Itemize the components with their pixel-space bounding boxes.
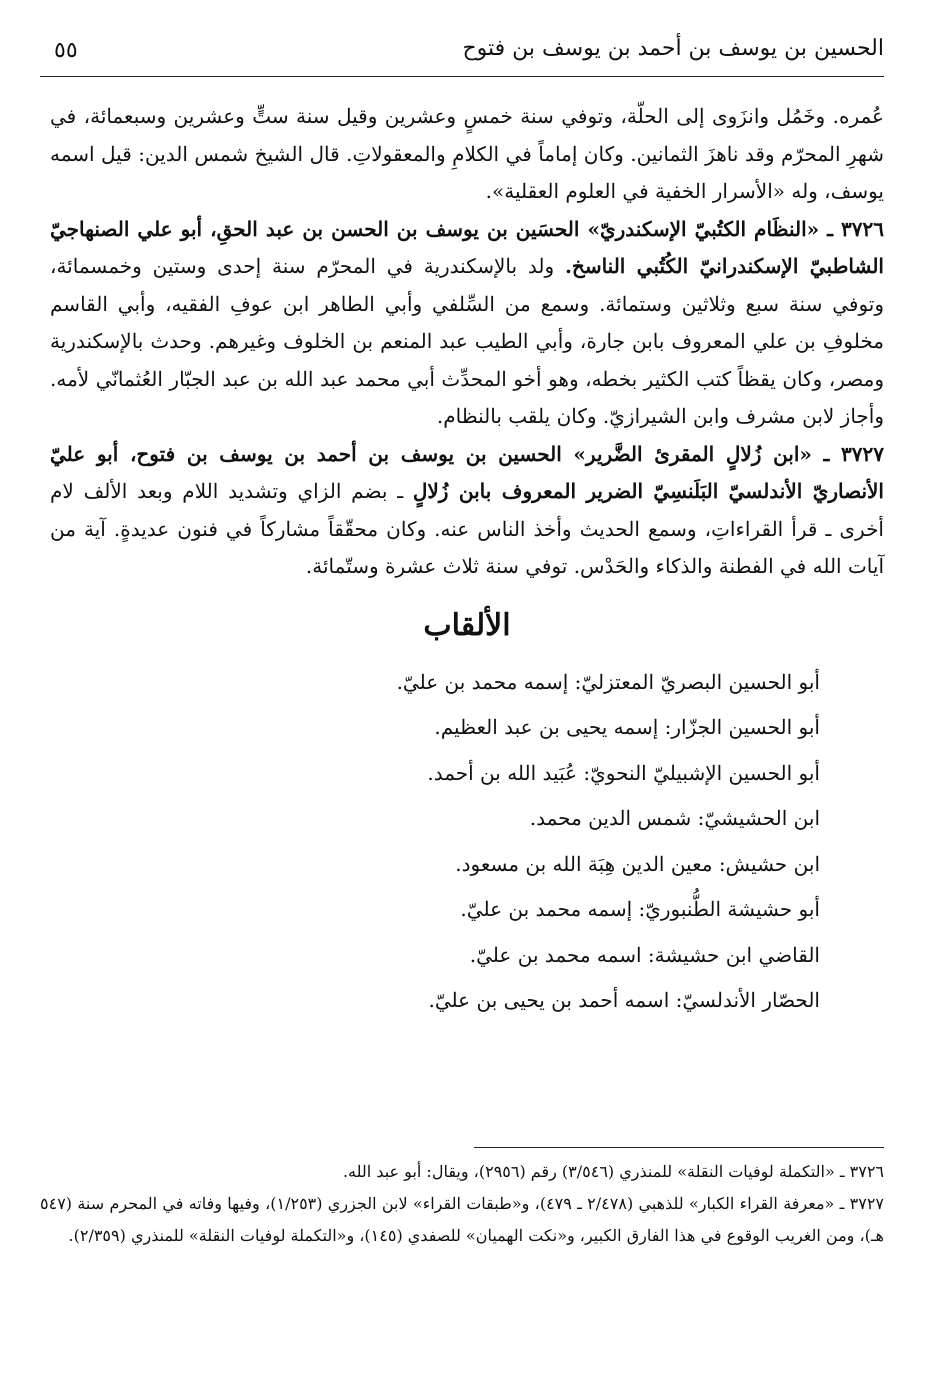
footnote-3726: ٣٧٢٦ ـ «التكملة لوفيات النقلة» للمنذري (٣/٥٤٦) رقم (٢٩٥٦)، ويقال: أبو عبد الله. [342,1162,884,1181]
footnotes [40,1156,884,1252]
running-title: الحسين بن يوسف بن أحمد بن يوسف بن فتوح [462,36,884,61]
page-number: ٥٥ [54,38,78,63]
page-header [40,32,884,77]
list-item: ابن حشيش: معين الدين هِبَة الله بن مسعود. [455,851,820,876]
list-item: أبو الحسين الإشبيليّ النحويّ: عُبَيد الله بن أحمد. [427,760,820,785]
entry-3726 [50,211,884,436]
list-item: أبو الحسين الجزّار: إسمه يحيى بن عبد العظيم. [434,715,820,739]
entry-3727-heading: ٣٧٢٧ ـ «ابن زُلالٍ المقرئ الضَّرير» الحسين بن يوسف بن أحمد بن يوسف بن فتوح، أبو عليّ الأنصاريّ الأندلسيّ البَلَنسِيّ الضرير المعروف بابن زُلالٍ [50,441,884,503]
entry-3726-text: ولد بالإسكندرية في المحرّم سنة إحدى وستين وخمسمائة، وتوفي سنة سبع وثلاثين وستمائة. وسمع من السِّلفي وأبي الطاهر ابن عوفِ الفقيه، وأبي القاسم مخلوفِ بن علي المعروف بابن جارة، وأبي الطيب عبد المنعم بن الخلوف وغيرهم. وحدث بالإسكندرية ومصر، وكان يقظاً كتب الكثير بخطه، وهو أخو المحدِّث أبي محمد عبد الله بن عبد الجبّار العُثمانّي لأمه. وأجاز لابن مشرف وابن الشيرازيّ. وكان يلقب بالنظام. [50,254,884,428]
list-item: أبو الحسين البصريّ المعتزليّ: إسمه محمد بن عليّ. [396,669,820,694]
main-text [50,98,884,1024]
footnote-divider [474,1147,884,1148]
section-title: الألقاب [423,607,511,643]
list-item: أبو حشيشة الطُّنبوريّ: إسمه محمد بن عليّ. [460,897,820,921]
paragraph-continuation: عُمره. وخَمُل وانزَوى إلى الحلّة، وتوفي سنة خمسٍ وعشرين وقيل سنة ستٍّ وعشرين وسبعمائة، في شهرِ المحرّم وقد ناهزَ الثمانين. وكان إماماً في الكلامِ والمعقولاتِ. قال الشيخ شمس الدين: قيل اسمه يوسف، وله «الأسرار الخفية في العلوم العقلية». [50,104,884,203]
list-item: ابن الحشيشيّ: شمس الدين محمد. [529,806,820,830]
entry-3726-heading: ٣٧٢٦ ـ «النظَام الكتُبيّ الإسكندريّ» الحسَين بن يوسف بن الحسن بن عبد الحقِ، أبو علي الصنهاجيّ الشاطبيّ الإسكندرانيّ الكُتُبي الناسخ. [50,216,885,278]
footnote-3727: ٣٧٢٧ ـ «معرفة القراء الكبار» للذهبي (٢/٤٧٨ ـ ٤٧٩)، و«طبقات القراء» لابن الجزري (١/٢٥٣)، وفيها وفاته في المحرم سنة (٥٤٧ هـ)، ومن الغريب الوقوع في هذا الفارق الكبير، و«نكت الهميان» للصفدي (١٤٥)، و«التكملة لوفيات النقلة» للمنذري (٢/٣٥٩). [40,1194,885,1245]
entry-3727 [50,436,884,586]
entry-3727-text: ـ بضم الزاي وتشديد اللام وبعد الألف لام أخرى ـ قرأ القراءاتِ، وسمع الحديث وأخذ الناس عنه. وكان محقّقاً مشاركاً في فنون عديدةٍ. آية من آيات الله في الفطنة والذكاء والحَدْس. توفي سنة ثلاث عشرة وستّمائة. [50,479,884,578]
list-item: القاضي ابن حشيشة: اسمه محمد بن عليّ. [469,942,820,967]
titles-list [50,660,884,1024]
list-item: الحصّار الأندلسيّ: اسمه أحمد بن يحيى بن عليّ. [428,988,820,1012]
